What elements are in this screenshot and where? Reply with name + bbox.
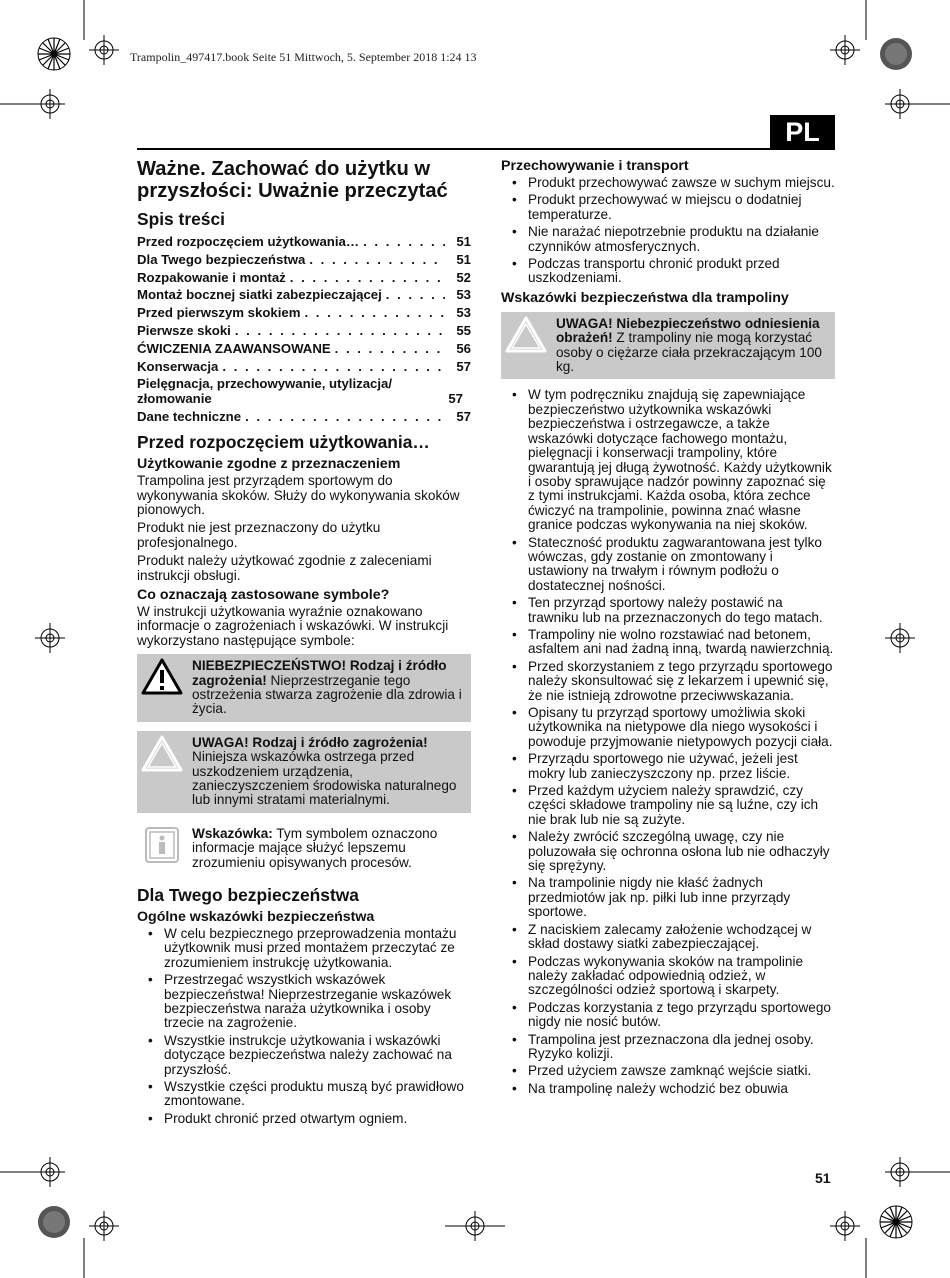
general-safety-list	[137, 927, 471, 1126]
registration-mark-icon	[35, 89, 65, 119]
list-item: • Na trampolinę należy wchodzić bez obuwia	[501, 1082, 835, 1096]
registration-mark-icon	[445, 1211, 505, 1241]
toc-entry-page: 57	[456, 409, 471, 425]
gray-target-icon	[880, 38, 912, 70]
toc-entry[interactable]	[137, 269, 471, 287]
toc-entry[interactable]	[137, 322, 471, 340]
toc-entry[interactable]	[137, 358, 471, 376]
registration-mark-icon	[885, 89, 915, 119]
toc-entry-label: Konserwacja	[137, 358, 219, 374]
header-rule	[137, 148, 835, 150]
notice-lead: Wskazówka:	[192, 825, 273, 841]
list-item: • Trampolina jest przeznaczona dla jednej osoby. Ryzyko kolizji.	[501, 1033, 835, 1062]
info-icon	[141, 826, 183, 864]
toc-entry-page: 55	[456, 322, 471, 338]
list-item: • W celu bezpiecznego przeprowadzenia montażu użytkownik musi przed montażem przeczytać ze zrozumieniem instrukcję użytkowania.	[137, 927, 471, 970]
notice-text: Tym symbolem oznaczono informacje mające służyć lepszemu zrozumieniu opisywanych procesów.	[192, 825, 438, 870]
registration-mark-icon	[830, 1211, 860, 1241]
left-column	[137, 158, 471, 1130]
page-number: 51	[815, 1170, 831, 1186]
toc-entry-label: Dla Twego bezpieczeństwa	[137, 251, 306, 267]
toc-title: Spis treści	[137, 209, 225, 229]
page-title: Ważne. Zachować do użytku w przyszłości: Uważnie przeczytać	[137, 158, 448, 202]
gray-target-icon	[38, 1206, 70, 1238]
toc-entry-label: Pielęgnacja, przechowywanie, utylizacja/ złomowanie	[137, 376, 393, 407]
right-column	[501, 158, 835, 1100]
toc-entry-label: Przed pierwszym skokiem	[137, 305, 301, 321]
language-badge: PL	[770, 115, 835, 150]
registration-mark-icon	[35, 1157, 65, 1187]
paragraph: Produkt należy użytkować zgodnie z zaleceniami instrukcji obsługi.	[137, 553, 432, 583]
toc-entry-label: Pierwsze skoki	[137, 322, 231, 338]
list-item: • Wszystkie części produktu muszą być prawidłowo zmontowane.	[137, 1080, 471, 1109]
starburst-target-icon	[880, 1206, 912, 1238]
notice-lead: UWAGA! Niebezpieczeństwo odniesienia obrażeń!	[556, 315, 820, 346]
registration-mark-icon	[885, 1157, 915, 1187]
list-item: • Przed skorzystaniem z tego przyrządu sportowego należy skonsultować się z lekarzem i upewnić się, że nie istnieją zdrowotne przeciwwskazania.	[501, 660, 835, 703]
toc-entry-page: 56	[456, 340, 471, 356]
subsection-general-safety: Ogólne wskazówki bezpieczeństwa	[137, 908, 375, 925]
toc-entry-page: 53	[456, 287, 471, 303]
list-item: • Trampoliny nie wolno rozstawiać nad betonem, asfaltem ani nad żadną inną, twardą nawierzchnią.	[501, 628, 835, 657]
list-item: • Przestrzegać wszystkich wskazówek bezpieczeństwa! Nieprzestrzeganie wskazówek bezpieczeństwa naraża użytkownika i osoby trzecie na zagrożenie.	[137, 973, 471, 1031]
file-header: Trampolin_497417.book Seite 51 Mittwoch, 5. September 2018 1:24 13	[130, 50, 477, 64]
list-item: • Przed użyciem zawsze zamknąć wejście siatki.	[501, 1064, 835, 1078]
list-item: • Opisany tu przyrząd sportowy umożliwia skoki użytkownika na nietypowe dla niego wysokości i powoduje przyjmowanie nietypowych pozycji ciała.	[501, 706, 835, 749]
list-item: • Na trampolinie nigdy nie kłaść żadnych przedmiotów jak np. piłki lub inne przyrządy sportowe.	[501, 876, 835, 919]
storage-list	[501, 176, 835, 286]
toc-entry[interactable]	[137, 376, 471, 406]
list-item: • Ten przyrząd sportowy należy postawić na trawniku lub na przeznaczonych do tego matach.	[501, 596, 835, 625]
registration-mark-icon	[830, 35, 860, 65]
notice-text: Niniejsza wskazówka ostrzega przed uszkodzeniem urządzenia, zanieczyszczeniem środowiska naturalnego lub innymi stratami materialnymi.	[192, 749, 457, 808]
table-of-contents	[137, 233, 471, 426]
caution-notice	[501, 312, 835, 380]
paragraph: W instrukcji użytkowania wyraźnie oznakowano informacje o zagrożeniach i wskazówki. W instrukcji wykorzystano następujące symbole:	[137, 604, 449, 648]
notice-text: Nieprzestrzeganie tego ostrzeżenia stwarza zagrożenie dla zdrowia i życia.	[192, 672, 462, 717]
list-item: • Podczas korzystania z tego przyrządu sportowego nigdy nie nosić butów.	[501, 1001, 835, 1030]
toc-entry[interactable]	[137, 340, 471, 358]
starburst-target-icon	[38, 38, 70, 70]
list-item: • Podczas wykonywania skoków na trampolinie należy zakładać odpowiednią odzież, w szczególności odzież sportową i skarpety.	[501, 955, 835, 998]
toc-entry-label: ĆWICZENIA ZAAWANSOWANE	[137, 340, 331, 356]
section-title-safety: Dla Twego bezpieczeństwa	[137, 884, 359, 905]
notice-lead: UWAGA! Rodzaj i źródło zagrożenia!	[192, 734, 428, 750]
list-item: • Produkt przechowywać zawsze w suchym miejscu.	[501, 176, 835, 190]
registration-mark-icon	[89, 1211, 119, 1241]
list-item: • Przyrządu sportowego nie używać, jeżeli jest mokry lub zanieczyszczony np. przez liście.	[501, 752, 835, 781]
list-item: • Należy zwrócić szczególną uwagę, czy nie poluzowała się ochronna osłona lub nie odhaczyły się sprężyny.	[501, 830, 835, 873]
registration-mark-icon	[35, 623, 65, 653]
trampoline-safety-list	[501, 388, 835, 1096]
toc-entry[interactable]	[137, 304, 471, 322]
paragraph: Trampolina jest przyrządem sportowym do wykonywania skoków. Służy do wykonywania skoków pionowych.	[137, 473, 460, 517]
subsection-storage: Przechowywanie i transport	[501, 158, 689, 174]
toc-entry-page: 52	[456, 269, 471, 285]
list-item: • Wszystkie instrukcje użytkowania i wskazówki dotyczące bezpieczeństwa należy zachować na przyszłość.	[137, 1034, 471, 1077]
toc-entry-page: 51	[456, 234, 471, 249]
list-item: • Nie narażać niepotrzebnie produktu na działanie czynników atmosferycznych.	[501, 225, 835, 254]
notice-text: Z trampoliny nie mogą korzystać osoby o ciężarze ciała przekraczającym 100 kg.	[556, 330, 822, 375]
toc-entry-page: 57	[456, 358, 471, 374]
list-item: • Produkt chronić przed otwartym ogniem.	[137, 1112, 471, 1126]
toc-entry-page: 53	[456, 305, 471, 321]
registration-mark-icon	[89, 35, 119, 65]
warning-triangle-icon	[141, 735, 183, 773]
toc-entry[interactable]	[137, 233, 471, 251]
warning-notice	[137, 731, 471, 813]
list-item: • Z naciskiem zalecamy założenie wchodzącej w skład dostawy siatki zabezpieczającej.	[501, 923, 835, 952]
list-item: • Stateczność produktu zagwarantowana jest tylko wówczas, gdy zostanie on zmontowany i ustawiony na trwałym i równym podłożu o dostatecznej nośności.	[501, 536, 835, 594]
info-notice	[137, 822, 471, 876]
toc-entry-label: Montaż bocznej siatki zabezpieczającej	[137, 287, 382, 303]
list-item: • Przed każdym użyciem należy sprawdzić, czy części składowe trampoliny nie są luźne, czy ich nie brak lub nie są zużyte.	[501, 784, 835, 827]
subsection-symbols: Co oznaczają zastosowane symbole?	[137, 587, 390, 604]
registration-mark-icon	[885, 623, 915, 653]
toc-entry-page: 57	[448, 391, 463, 407]
subsection-intended-use: Użytkowanie zgodne z przeznaczeniem	[137, 456, 401, 473]
toc-entry-label: Rozpakowanie i montaż	[137, 269, 286, 285]
toc-entry-label: Dane techniczne	[137, 409, 242, 425]
paragraph: Produkt nie jest przeznaczony do użytku profesjonalnego.	[137, 520, 381, 550]
toc-entry[interactable]	[137, 286, 471, 304]
danger-notice	[137, 654, 471, 722]
list-item: • Podczas transportu chronić produkt przed uszkodzeniami.	[501, 257, 835, 286]
list-item: • W tym podręczniku znajdują się zapewniające bezpieczeństwo użytkownika wskazówki bezpieczeństwa i ostrzegawcze, a także wskazówki dotyczące fachowego montażu, pielęgnacji i konserwacji trampoliny, które gwarantują jej długą żywotność. Każdy użytkownik i osoby sprawujące nadzór powinny zapoznać się z tymi instrukcjami. Każda osoba, która zechce ćwiczyć na trampolinie, powinna znać własne granice podczas wykonywania na niej skoków.	[501, 388, 835, 532]
toc-entry-label: Przed rozpoczęciem użytkowania…	[137, 234, 360, 249]
danger-triangle-icon	[141, 658, 183, 696]
notice-lead: NIEBEZPIECZEŃSTWO! Rodzaj i źródło zagrożenia!	[192, 658, 447, 688]
toc-entry[interactable]	[137, 408, 471, 426]
toc-entry-page: 51	[456, 251, 471, 267]
toc-entry[interactable]	[137, 251, 471, 269]
section-title-before-use: Przed rozpoczęciem użytkowania…	[137, 432, 430, 453]
list-item: • Produkt przechowywać w miejscu o dodatniej temperaturze.	[501, 193, 835, 222]
warning-triangle-icon	[505, 316, 547, 354]
subsection-trampoline-safety: Wskazówki bezpieczeństwa dla trampoliny	[501, 289, 789, 306]
